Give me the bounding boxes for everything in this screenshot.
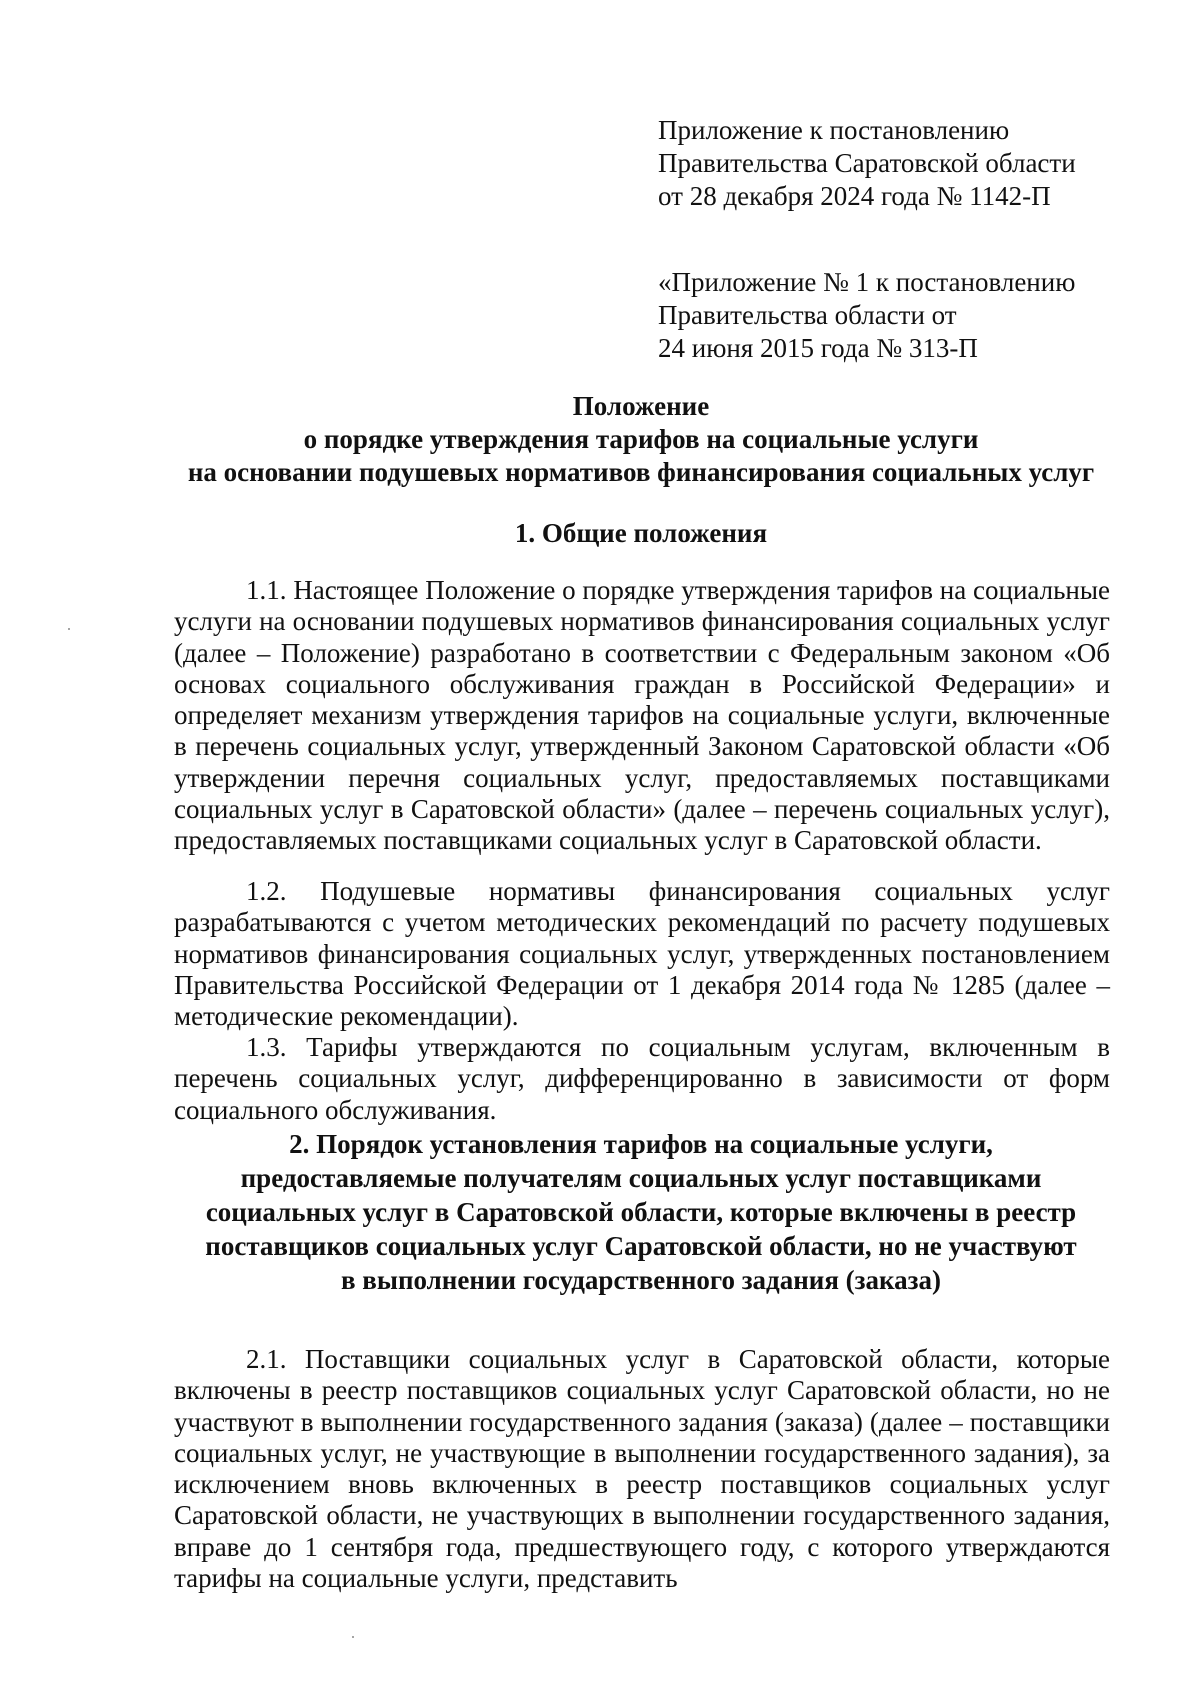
section-2-heading-line-1: 2. Порядок установления тарифов на социальные услуги, xyxy=(289,1129,993,1159)
appendix-line-1: «Приложение № 1 к постановлению xyxy=(658,267,1076,297)
approval-line-2: Правительства Саратовской области xyxy=(658,148,1076,178)
section-2-heading-line-2: предоставляемые получателям социальных услуг поставщиками xyxy=(240,1163,1042,1193)
approval-reference xyxy=(658,114,1178,213)
section-2-heading-line-3: социальных услуг в Саратовской области, которые включены в реестр xyxy=(205,1197,1077,1227)
title-line-1: Положение xyxy=(572,391,710,421)
title-line-3: на основании подушевых нормативов финансирования социальных услуг xyxy=(187,457,1095,487)
appendix-line-3: 24 июня 2015 года № 313-П xyxy=(658,333,978,363)
approval-line-1: Приложение к постановлению xyxy=(658,115,1010,145)
section-2-heading-line-4: поставщиков социальных услуг Саратовской области, но не участвуют xyxy=(205,1231,1077,1261)
document-title xyxy=(150,390,1132,489)
scan-speck xyxy=(68,628,70,630)
paragraph-1-1: 1.1. Настоящее Положение о порядке утверждения тарифов на социальные услуги на основании подушевых нормативов финансирования социальных услуг (далее – Положение) разработано в соответствии с Федеральным законом «Об основах социального обслуживания граждан в Российской Федерации» и определяет механизм утверждения тарифов на социальные услуги, включенные в перечень социальных услуг, утвержденный Законом Саратовской области «Об утверждении перечня социальных услуг, предоставляемых поставщиками социальных услуг в Саратовской области» (далее – перечень социальных услуг), предоставляемых поставщиками социальных услуг в Саратовской области. xyxy=(174,575,1110,856)
appendix-line-2: Правительства области от xyxy=(658,300,957,330)
title-line-2: о порядке утверждения тарифов на социальные услуги xyxy=(303,424,979,454)
paragraph-1-2: 1.2. Подушевые нормативы финансирования социальных услуг разрабатываются с учетом методических рекомендаций по расчету подушевых нормативов финансирования социальных услуг, утвержденных постановлением Правительства Российской Федерации от 1 декабря 2014 года № 1285 (далее – методические рекомендации). xyxy=(174,876,1110,1032)
scan-speck xyxy=(352,1636,354,1638)
approval-line-3: от 28 декабря 2024 года № 1142-П xyxy=(658,181,1051,211)
paragraph-1-3: 1.3. Тарифы утверждаются по социальным услугам, включенным в перечень социальных услуг, дифференцированно в зависимости от форм социального обслуживания. xyxy=(174,1032,1110,1125)
paragraph-2-1: 2.1. Поставщики социальных услуг в Саратовской области, которые включены в реестр поставщиков социальных услуг Саратовской области, но не участвуют в выполнении государственного задания (заказа) (далее – поставщики социальных услуг, не участвующие в выполнении государственного задания), за исключением вновь включенных в реестр поставщиков социальных услуг Саратовской области, не участвующих в выполнении государственного задания, вправе до 1 сентября года, предшествующего году, с которого утверждаются тарифы на социальные услуги, представить xyxy=(174,1344,1110,1594)
appendix-reference xyxy=(658,266,1178,365)
section-1-heading: 1. Общие положения xyxy=(514,518,768,548)
section-2-heading xyxy=(150,1127,1132,1297)
section-2-heading-line-5: в выполнении государственного задания (заказа) xyxy=(340,1265,942,1295)
